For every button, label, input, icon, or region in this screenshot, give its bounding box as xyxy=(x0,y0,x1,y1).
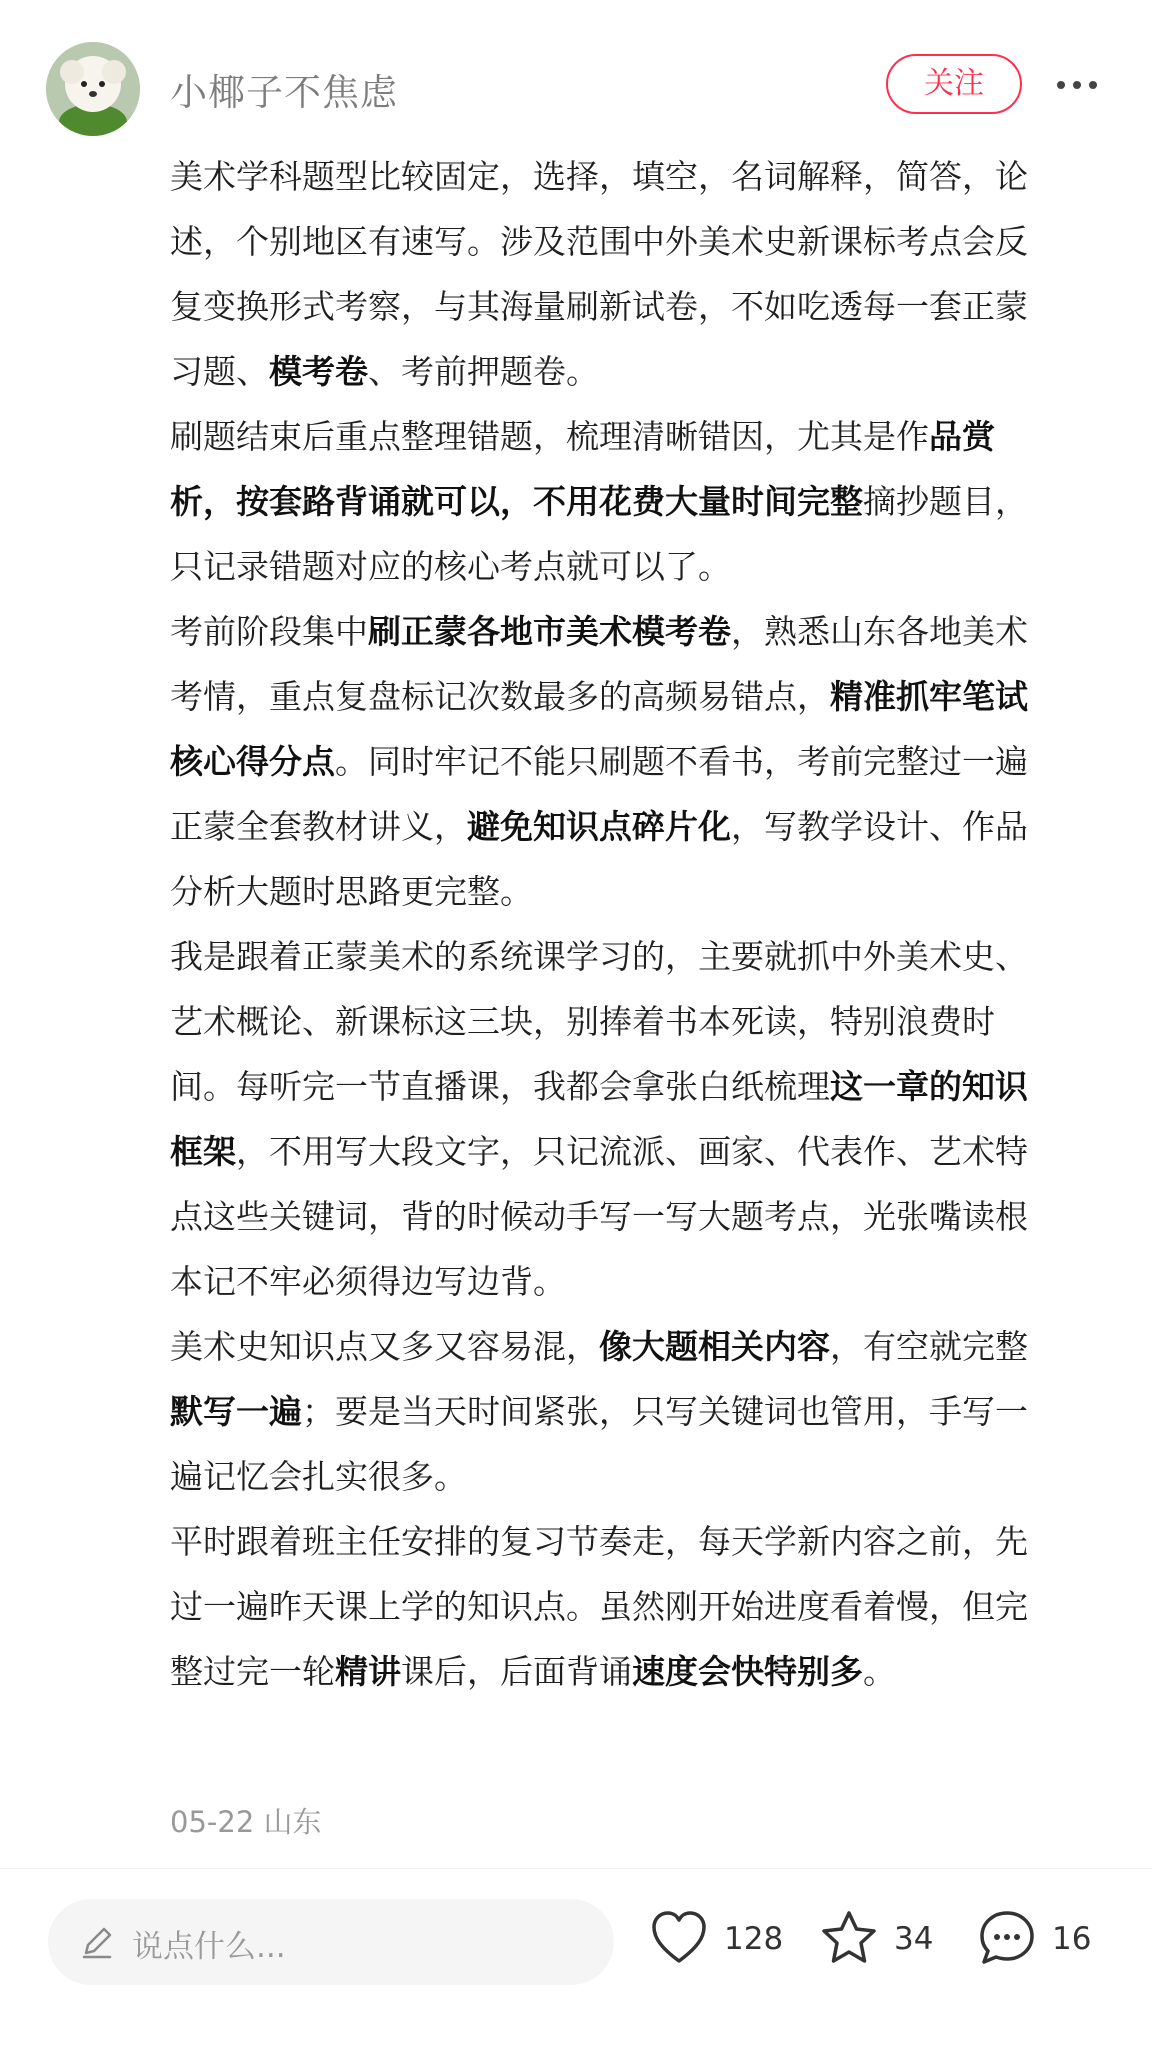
collect-button[interactable] xyxy=(818,1907,948,1977)
text-segment: ，熟悉山东各地美术考情，重点复盘标记次数最多的高频易错点， xyxy=(170,612,1028,716)
bold-text: 像大题相关内容 xyxy=(599,1327,830,1366)
text-segment: 课后，后面背诵 xyxy=(401,1652,632,1691)
bold-text: 精讲 xyxy=(335,1652,401,1691)
bold-text: 避免知识点碎片化 xyxy=(467,807,731,846)
bold-text: 这一章的知识框架 xyxy=(170,1067,1028,1171)
text-segment: 、考前押题卷。 xyxy=(368,352,599,391)
text-segment: 我是跟着正蒙美术的系统课学习的，主要就抓中外美术史、艺术概论、新课标这三块，别捧着书本死读，特别浪费时间。每听完一节直播课，我都会拿张白纸梳理 xyxy=(170,937,1028,1106)
pen-icon xyxy=(78,1923,116,1961)
text-segment: 。同时牢记不能只刷题不看书，考前完整过一遍正蒙全套教材讲义， xyxy=(170,742,1028,846)
text-segment: 摘抄题目，只记录错题对应的核心考点就可以了。 xyxy=(170,482,1028,586)
post-paragraph xyxy=(170,144,1050,404)
post-paragraph xyxy=(170,404,1050,599)
comment-count: 16 xyxy=(1052,1921,1092,1957)
bold-text: 精准抓牢笔试核心得分点 xyxy=(170,677,1028,781)
post-paragraph xyxy=(170,599,1050,924)
post-paragraph xyxy=(170,924,1050,1314)
bottom-action-bar xyxy=(0,1868,1152,2049)
bold-text: 刷正蒙各地市美术模考卷 xyxy=(368,612,731,651)
text-segment: ；要是当天时间紧张，只写关键词也管用，手写一遍记忆会扎实很多。 xyxy=(170,1392,1028,1496)
puppy-avatar-icon xyxy=(46,42,140,136)
star-icon xyxy=(818,1907,880,1969)
bold-text: 速度会快特别多 xyxy=(632,1652,863,1691)
comment-input[interactable] xyxy=(48,1899,614,1985)
like-count: 128 xyxy=(724,1921,784,1957)
post-content xyxy=(170,144,1050,1704)
username[interactable]: 小椰子不焦虑 xyxy=(170,71,398,114)
bold-text: 默写一遍 xyxy=(170,1392,302,1431)
comment-placeholder: 说点什么... xyxy=(132,1929,286,1965)
text-segment: 美术学科题型比较固定，选择，填空，名词解释，简答，论述，个别地区有速写。涉及范围中外美术史新课标考点会反复变换形式考察，与其海量刷新试卷，不如吃透每一套正蒙习题、 xyxy=(170,157,1028,391)
text-segment: ，写教学设计、作品分析大题时思路更完整。 xyxy=(170,807,1028,911)
text-segment: 刷题结束后重点整理错题，梳理清晰错因，尤其是作 xyxy=(170,417,929,456)
collect-count: 34 xyxy=(894,1921,934,1957)
bold-text: 品赏析，按套路背诵就可以，不用花费大量时间完整 xyxy=(170,417,995,521)
follow-button[interactable]: 关注 xyxy=(886,54,1022,114)
like-button[interactable] xyxy=(648,1907,798,1977)
text-segment: ，有空就完整 xyxy=(830,1327,1028,1366)
bold-text: 模考卷 xyxy=(269,352,368,391)
heart-icon xyxy=(648,1907,710,1969)
post-date-location: 05-22 山东 xyxy=(170,1805,322,1839)
more-dots-icon[interactable] xyxy=(1052,70,1102,100)
comment-bubble-icon xyxy=(976,1907,1038,1969)
post-paragraph xyxy=(170,1314,1050,1509)
text-segment: 平时跟着班主任安排的复习节奏走，每天学新内容之前，先过一遍昨天课上学的知识点。虽然刚开始进度看着慢，但完整过完一轮 xyxy=(170,1522,1028,1691)
comment-button[interactable] xyxy=(976,1907,1106,1977)
post-paragraph xyxy=(170,1509,1050,1704)
avatar[interactable] xyxy=(46,42,140,136)
text-segment: 美术史知识点又多又容易混， xyxy=(170,1327,599,1366)
text-segment: 考前阶段集中 xyxy=(170,612,368,651)
text-segment: ，不用写大段文字，只记流派、画家、代表作、艺术特点这些关键词，背的时候动手写一写大题考点，光张嘴读根本记不牢必须得边写边背。 xyxy=(170,1132,1028,1301)
text-segment: 。 xyxy=(863,1652,896,1691)
